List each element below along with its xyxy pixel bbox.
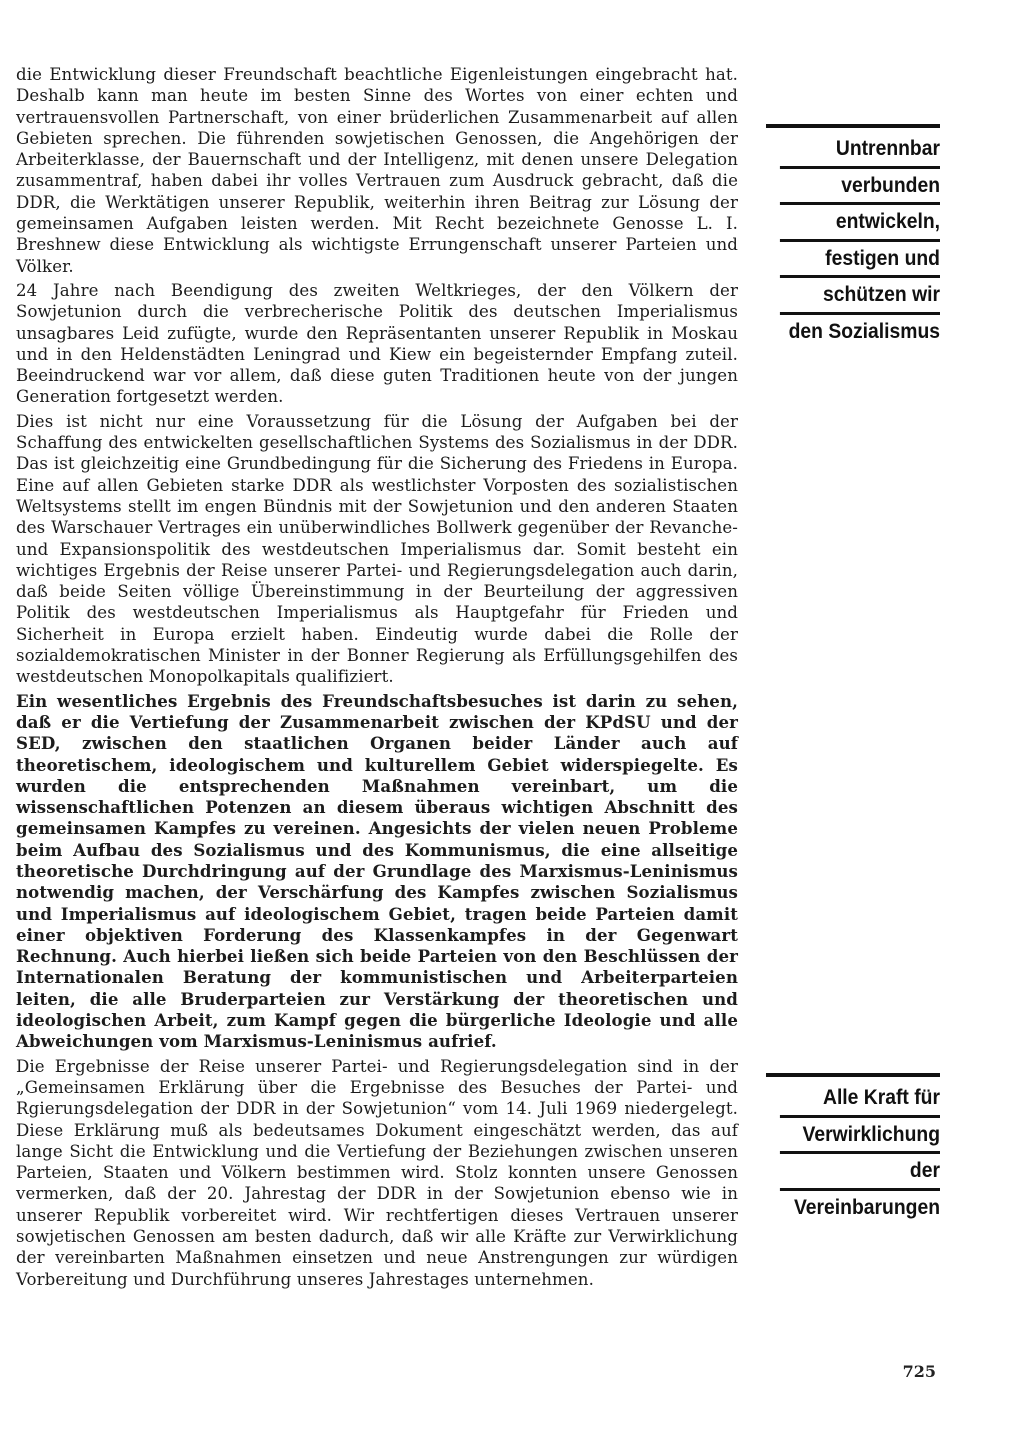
heading-line: verbunden	[780, 169, 940, 206]
heading-line: Untrennbar	[780, 132, 940, 169]
heading-line: entwickeln,	[780, 205, 940, 242]
paragraph-3: Dies ist nicht nur eine Voraussetzung für die Lösung der Aufgaben bei der Schaffung des entwickelten gesellschaftlichen Systems des Sozialismus in der DDR. Das ist gleichzeitig eine Grundbedingung für die Sicherung des Friedens in Europa. Eine auf allen Gebieten starke DDR als westlichster Vorposten des sozialistischen Weltsystems stellt im engen Bündnis mit der Sowjetunion und den anderen Staaten des Warschauer Vertrages ein unüberwindliches Bollwerk gegenüber der Revanche- und Expansionspolitik des westdeutschen Imperialismus dar. Somit besteht ein wichtiges Ergebnis der Reise unserer Partei- und Regierungsdelegation auch darin, daß beide Seiten völlige Übereinstimmung in der Beurteilung der aggressiven Politik des westdeutschen Imperialismus als Hauptgefahr für Frieden und Sicherheit in Europa erzielt haben. Eindeutig wurde dabei die Rolle der sozialdemokratischen Minister in der Bonner Regierung als Erfüllungsgehilfen des westdeutschen Monopolkapitals qualifiziert.	[16, 411, 738, 687]
heading-line: den Sozialismus	[788, 319, 940, 343]
sidebar-heading-agreements	[766, 1073, 940, 1224]
heading-line: der	[780, 1154, 940, 1191]
paragraph-2: 24 Jahre nach Beendigung des zweiten Weltkrieges, der den Völkern der Sowjetunion durch die verbrecherische Politik des deutschen Imperialismus unsagbares Leid zufügte, wurde den Repräsentanten unserer Republik in Moskau und in den Heldenstädten Leningrad und Kiew ein begeisternder Empfang zuteil. Beeindruckend war vor allem, daß diese guten Traditionen heute von der jungen Generation fortgesetzt werden.	[16, 280, 738, 407]
paragraph-1: die Entwicklung dieser Freundschaft beachtliche Eigenleistungen eingebracht hat. Deshalb kann man heute im besten Sinne des Wortes von einer echten und vertrauensvollen Partnerschaft, von einer brüderlichen Zusammenarbeit auf allen Gebieten sprechen. Die führenden sowjetischen Genossen, die Angehörigen der Arbeiterklasse, der Bauernschaft und der Intelligenz, mit denen unsere Delegation zusammentraf, haben dabei ihr volles Vertrauen zum Ausdruck gebracht, daß die DDR, die Werktätigen unserer Republik, weiterhin ihren Beitrag zur Lösung der gemeinsamen Aufgaben leisten werden. Mit Recht bezeichnete Genosse L. I. Breshnew diese Entwicklung als wichtigste Errungenschaft unserer Parteien und Völker.	[16, 65, 738, 276]
heading-line: Verwirklichung	[780, 1118, 940, 1155]
page-number: 725	[902, 1362, 936, 1381]
heading-line: festigen und	[780, 242, 940, 279]
article-body	[16, 64, 738, 1293]
paragraph-4: Ein wesentliches Ergebnis des Freundschaftsbesuches ist darin zu sehen, daß er die Vertiefung der Zusammenarbeit zwischen der KPdSU und der SED, zwischen den staatlichen Organen beider Länder auch auf theoretischem, ideologischem und kulturellem Gebiet widerspiegelte. Es wurden die entsprechenden Maßnahmen vereinbart, um die wissenschaftlichen Potenzen an diesem überaus wichtigen Abschnitt des gemeinsamen Kampfes zu vereinen. Angesichts der vielen neuen Probleme beim Aufbau des Sozialismus und des Kommunismus, die eine allseitige theoretische Durchdringung auf der Grundlage des Marxismus-Leninismus notwendig machen, der Verschärfung des Kampfes zwischen Sozialismus und Imperialismus auf ideologischem Gebiet, tragen beide Parteien damit einer objektiven Forderung des Klassenkampfes in der Gegenwart Rechnung. Auch hierbei ließen sich beide Parteien von den Beschlüssen der Internationalen Beratung der kommunistischen und Arbeiterparteien leiten, die alle Bruderparteien zur Verstärkung der theoretischen und ideologischen Arbeit, zum Kampf gegen die bürgerliche Ideologie und alle Abweichungen vom Marxismus-Leninismus aufrief.	[16, 690, 738, 1052]
heading-line: schützen wir	[780, 278, 940, 315]
heading-line: Vereinbarungen	[793, 1195, 940, 1219]
heading-line: Alle Kraft für	[780, 1081, 940, 1118]
paragraph-5: Die Ergebnisse der Reise unserer Partei- und Regierungsdelegation sind in der „Gemeinsamen Erklärung über die Ergebnisse des Besuches der Partei- und Rgierungsdelegation der DDR in der Sowjetunion“ vom 14. Juli 1969 niedergelegt. Diese Erklärung muß als bedeutsames Dokument eingeschätzt werden, das auf lange Sicht die Entwicklung und die Vertiefung der Beziehungen zwischen unseren Parteien, Staaten und Völkern bestimmen wird. Stolz konnten unsere Genossen vermerken, daß der 20. Jahrestag der DDR in der Sowjetunion ebenso wie in unserer Republik vorbereitet wird. Wir rechtfertigen dieses Vertrauen unserer sowjetischen Genossen am besten dadurch, daß wir alle Kräfte zur Verwirklichung der vereinbarten Maßnahmen einsetzen und neue Anstrengungen zur würdigen Vorbereitung und Durchführung unseres Jahrestages unternehmen.	[16, 1056, 738, 1289]
sidebar-heading-socialism	[766, 124, 940, 348]
